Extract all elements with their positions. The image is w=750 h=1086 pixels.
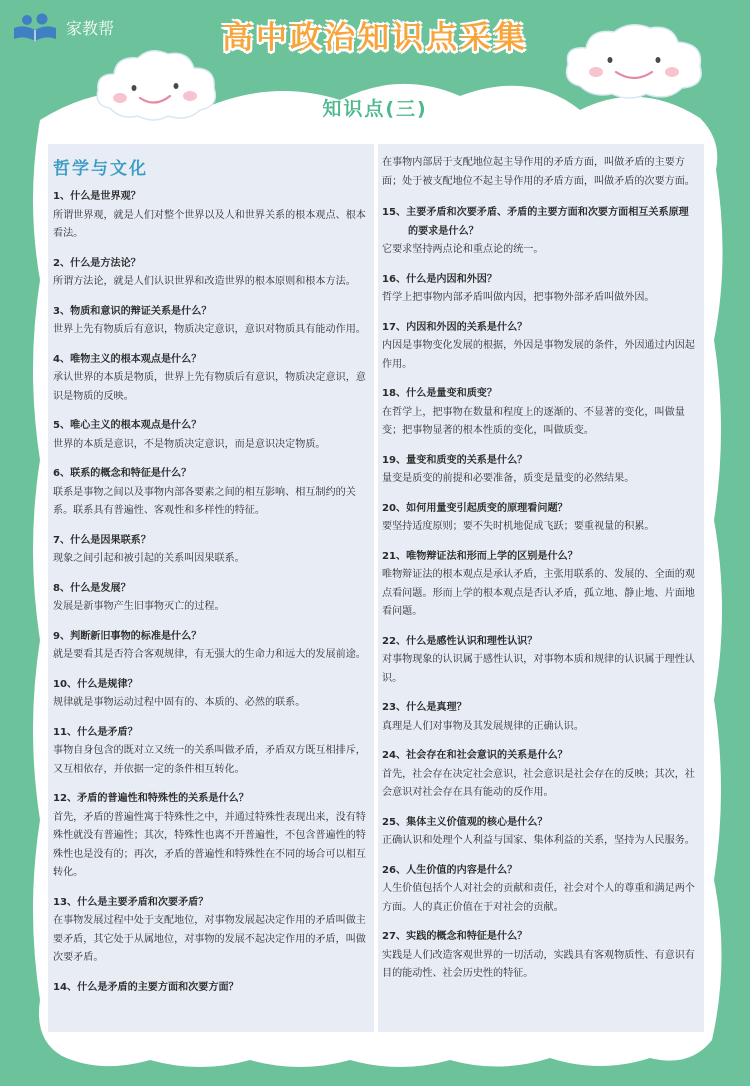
question: 5、唯心主义的根本观点是什么？ bbox=[53, 420, 202, 431]
question: 8、什么是发展？ bbox=[53, 582, 131, 594]
answer: 在哲学上，把事物在数量和程度上的逐渐的、不显著的变化，叫做量变；把事物显著的根本性质的变化，叫做质变。 bbox=[382, 406, 685, 436]
qa-item bbox=[53, 676, 368, 713]
qa-item bbox=[382, 204, 698, 260]
question: 17、内因和外因的关系是什么？ bbox=[382, 321, 528, 333]
answer: 所谓方法论，就是人们认识世界和改造世界的根本原则和根本方法。 bbox=[53, 276, 356, 287]
answer: 就是要看其是否符合客观规律，有无强大的生命力和远大的发展前途。 bbox=[53, 649, 366, 660]
answer: 世界上先有物质后有意识，物质决定意识，意识对物质具有能动作用。 bbox=[53, 324, 366, 335]
question: 1、什么是世界观？ bbox=[53, 191, 141, 202]
qa-item bbox=[382, 319, 698, 375]
qa-item bbox=[53, 790, 368, 883]
answer: 真理是人们对事物及其发展规律的正确认识。 bbox=[382, 720, 584, 732]
question: 4、唯物主义的根本观点是什么？ bbox=[53, 353, 202, 365]
question: 3、物质和意识的辩证关系是什么？ bbox=[53, 305, 212, 317]
question: 26、人生价值的内容是什么？ bbox=[382, 864, 518, 876]
qa-item bbox=[382, 814, 698, 851]
question: 22、什么是感性认识和理性认识？ bbox=[382, 635, 538, 647]
question: 23、什么是真理？ bbox=[382, 702, 467, 713]
answer: 规律就是事物运动过程中固有的、本质的、必然的联系。 bbox=[53, 697, 306, 708]
page-title: 高中政治知识点采集 bbox=[222, 20, 528, 56]
qa-item bbox=[382, 747, 698, 803]
question: 19、量变和质变的关系是什么？ bbox=[382, 454, 528, 466]
answer: 它要求坚持两点论和重点论的统一。 bbox=[382, 244, 544, 255]
answer: 所谓世界观，就是人们对整个世界以及人和世界关系的根本观点、根本看法。 bbox=[53, 209, 366, 239]
question: 7、什么是因果联系？ bbox=[53, 534, 151, 546]
question: 16、什么是内因和外因？ bbox=[382, 273, 497, 285]
qa-item bbox=[382, 699, 698, 736]
answer: 联系是事物之间以及事物内部各要素之间的相互影响、相互制约的关系。联系具有普遍性、客观性和多样性的特征。 bbox=[53, 486, 356, 516]
right-column bbox=[378, 144, 704, 1032]
answer: 在事物发展过程中处于支配地位，对事物发展起决定作用的矛盾叫做主要矛盾，其它处于从属地位，对事物的发展不起决定作用的矛盾，叫做次要矛盾。 bbox=[53, 915, 366, 963]
answer-continued: 在事物内部居于支配地位起主导作用的矛盾方面，叫做矛盾的主要方面；处于被支配地位不起主导作用的矛盾方面，叫做矛盾的次要方面。 bbox=[382, 157, 695, 187]
question: 9、判断新旧事物的标准是什么？ bbox=[53, 630, 202, 642]
question: 27、实践的概念和特征是什么？ bbox=[382, 931, 528, 942]
question: 25、集体主义价值观的核心是什么？ bbox=[382, 816, 548, 828]
qa-item bbox=[382, 385, 698, 441]
question: 12、矛盾的普遍性和特殊性的关系是什么？ bbox=[53, 793, 249, 804]
answer: 世界的本质是意识，不是物质决定意识，而是意识决定物质。 bbox=[53, 438, 326, 450]
question: 24、社会存在和社会意识的关系是什么？ bbox=[382, 750, 568, 761]
qa-item bbox=[53, 417, 368, 454]
page-subtitle: 知识点(三) bbox=[322, 98, 428, 120]
qa-item bbox=[53, 532, 368, 569]
question: 10、什么是规律？ bbox=[53, 678, 138, 690]
question: 6、联系的概念和特征是什么？ bbox=[53, 468, 192, 479]
qa-item bbox=[53, 628, 368, 665]
question: 15、主要矛盾和次要矛盾、矛盾的主要方面和次要方面相互关系原理的要求是什么？ bbox=[382, 207, 689, 237]
answer: 要坚持适度原则；要不失时机地促成飞跃；要重视量的积累。 bbox=[382, 521, 655, 532]
qa-item bbox=[382, 500, 698, 537]
qa-item bbox=[53, 724, 368, 780]
qa-item bbox=[382, 862, 698, 918]
answer: 内因是事物变化发展的根据，外因是事物发展的条件，外因通过内因起作用。 bbox=[382, 340, 695, 370]
answer: 对事物现象的认识属于感性认识，对事物本质和规律的认识属于理性认识。 bbox=[382, 654, 695, 684]
question: 2、什么是方法论？ bbox=[53, 257, 141, 269]
answer: 实践是人们改造客观世界的一切活动，实践具有客观物质性、有意识有目的能动性、社会历史性的特征。 bbox=[382, 949, 695, 979]
question: 13、什么是主要矛盾和次要矛盾？ bbox=[53, 896, 209, 908]
answer: 量变是质变的前提和必要准备，质变是量变的必然结果。 bbox=[382, 473, 635, 484]
qa-item bbox=[382, 452, 698, 489]
qa-item bbox=[53, 351, 368, 407]
answer: 正确认识和处理个人利益与国家、集体利益的关系，坚持为人民服务。 bbox=[382, 835, 695, 846]
answer: 哲学上把事物内部矛盾叫做内因，把事物外部矛盾叫做外因。 bbox=[382, 292, 655, 303]
section-title: 哲学与文化 bbox=[53, 159, 148, 179]
qa-item bbox=[382, 548, 698, 622]
qa-item bbox=[53, 580, 368, 617]
qa-item bbox=[53, 894, 368, 968]
answer: 事物自身包含的既对立又统一的关系叫做矛盾，矛盾双方既互相排斥，又互相依存，并依据一定的条件相互转化。 bbox=[53, 745, 366, 775]
answer: 发展是新事物产生旧事物灭亡的过程。 bbox=[53, 601, 225, 612]
answer: 承认世界的本质是物质，世界上先有物质后有意识，物质决定意识，意识是物质的反映。 bbox=[53, 372, 366, 402]
qa-item bbox=[53, 188, 368, 244]
question: 21、唯物辩证法和形而上学的区别是什么？ bbox=[382, 550, 578, 562]
answer: 首先，矛盾的普遍性寓于特殊性之中，并通过特殊性表现出来，没有特殊性就没有普遍性；其次，特殊性也离不开普遍性，不包含普遍性的特殊性也是没有的；再次，矛盾的普遍性和特殊性在不同的场合可以相互转化。 bbox=[53, 811, 366, 878]
answer: 首先，社会存在决定社会意识，社会意识是社会存在的反映；其次，社会意识对社会存在具有能动的反作用。 bbox=[382, 768, 695, 798]
brand-name: 家教帮 bbox=[66, 18, 115, 38]
question: 18、什么是量变和质变？ bbox=[382, 388, 497, 399]
qa-item bbox=[53, 255, 368, 292]
qa-item bbox=[53, 979, 368, 998]
answer: 人生价值包括个人对社会的贡献和责任，社会对个人的尊重和满足两个方面。人的真正价值在于对社会的贡献。 bbox=[382, 883, 695, 913]
qa-item bbox=[382, 633, 698, 689]
answer: 唯物辩证法的根本观点是承认矛盾，主张用联系的、发展的、全面的观点看问题。形而上学的根本观点是否认矛盾，孤立地、静止地、片面地看问题。 bbox=[382, 569, 695, 617]
answer: 现象之间引起和被引起的关系叫因果联系。 bbox=[53, 553, 245, 564]
question: 11、什么是矛盾？ bbox=[53, 726, 138, 738]
question: 14、什么是矛盾的主要方面和次要方面？ bbox=[53, 981, 239, 993]
qa-item bbox=[53, 465, 368, 521]
qa-item bbox=[382, 271, 698, 308]
qa-item bbox=[53, 303, 368, 340]
qa-item bbox=[382, 928, 698, 984]
question: 20、如何用量变引起质变的原理看问题？ bbox=[382, 502, 568, 514]
left-column bbox=[48, 144, 374, 1032]
